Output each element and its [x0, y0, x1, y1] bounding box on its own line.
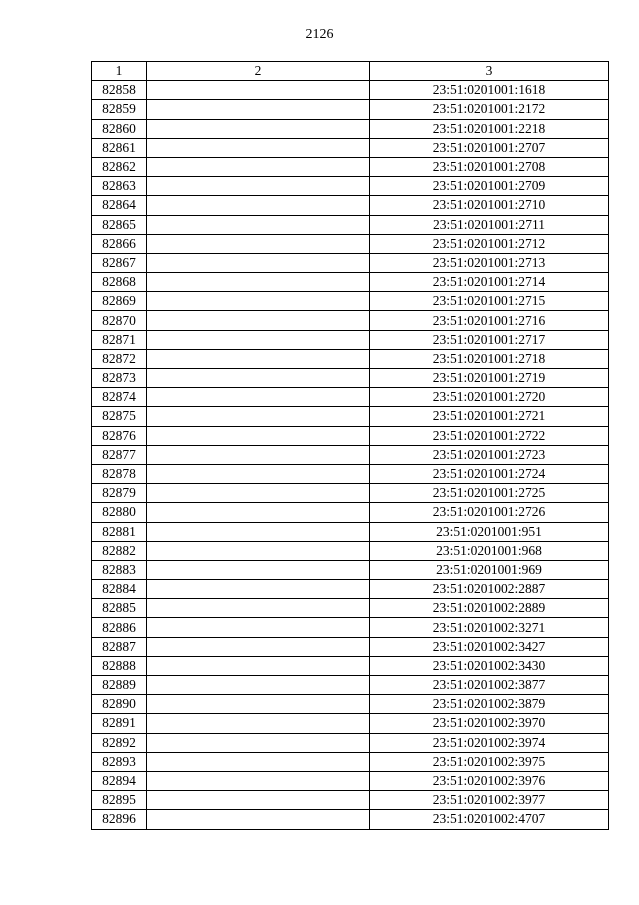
page-number: 2126 [305, 27, 334, 42]
row-blank-cell [147, 157, 370, 176]
row-blank-cell [147, 119, 370, 138]
table-row [92, 81, 609, 100]
row-blank-cell [147, 369, 370, 388]
table-row [92, 426, 609, 445]
cadastral-number-cell: 23:51:0201001:2707 [370, 138, 609, 157]
row-blank-cell [147, 695, 370, 714]
cadastral-number-cell: 23:51:0201001:968 [370, 541, 609, 560]
row-number-cell: 82881 [92, 522, 147, 541]
cadastral-number-cell: 23:51:0201001:951 [370, 522, 609, 541]
row-number-cell: 82872 [92, 349, 147, 368]
table-row [92, 714, 609, 733]
row-blank-cell [147, 407, 370, 426]
row-blank-cell [147, 714, 370, 733]
cadastral-number-cell: 23:51:0201002:3974 [370, 733, 609, 752]
row-blank-cell [147, 752, 370, 771]
table-header-row [92, 62, 609, 81]
table-row [92, 618, 609, 637]
table-row [92, 100, 609, 119]
table-row [92, 676, 609, 695]
row-blank-cell [147, 733, 370, 752]
cadastral-table [91, 61, 609, 830]
row-blank-cell [147, 445, 370, 464]
table-row [92, 484, 609, 503]
row-blank-cell [147, 618, 370, 637]
column-header-3: 3 [370, 62, 609, 81]
row-number-cell: 82860 [92, 119, 147, 138]
row-number-cell: 82885 [92, 599, 147, 618]
row-number-cell: 82888 [92, 656, 147, 675]
cadastral-number-cell: 23:51:0201001:2718 [370, 349, 609, 368]
row-number-cell: 82889 [92, 676, 147, 695]
row-blank-cell [147, 234, 370, 253]
row-number-cell: 82887 [92, 637, 147, 656]
row-blank-cell [147, 503, 370, 522]
cadastral-number-cell: 23:51:0201001:2713 [370, 253, 609, 272]
table-row [92, 349, 609, 368]
cadastral-number-cell: 23:51:0201001:2218 [370, 119, 609, 138]
row-blank-cell [147, 273, 370, 292]
row-number-cell: 82870 [92, 311, 147, 330]
table-row [92, 215, 609, 234]
row-number-cell: 82864 [92, 196, 147, 215]
row-number-cell: 82865 [92, 215, 147, 234]
table-row [92, 407, 609, 426]
table-row [92, 369, 609, 388]
row-number-cell: 82874 [92, 388, 147, 407]
table-row [92, 752, 609, 771]
table-row [92, 292, 609, 311]
cadastral-number-cell: 23:51:0201001:2719 [370, 369, 609, 388]
table-row [92, 503, 609, 522]
cadastral-number-cell: 23:51:0201002:3271 [370, 618, 609, 637]
cadastral-number-cell: 23:51:0201001:2708 [370, 157, 609, 176]
row-blank-cell [147, 292, 370, 311]
row-blank-cell [147, 580, 370, 599]
cadastral-number-cell: 23:51:0201001:2714 [370, 273, 609, 292]
column-header-1: 1 [92, 62, 147, 81]
table-row [92, 771, 609, 790]
row-number-cell: 82891 [92, 714, 147, 733]
cadastral-number-cell: 23:51:0201001:2716 [370, 311, 609, 330]
row-number-cell: 82892 [92, 733, 147, 752]
cadastral-number-cell: 23:51:0201001:2715 [370, 292, 609, 311]
row-number-cell: 82879 [92, 484, 147, 503]
table-body [92, 81, 609, 829]
row-number-cell: 82869 [92, 292, 147, 311]
row-number-cell: 82878 [92, 464, 147, 483]
cadastral-number-cell: 23:51:0201002:3970 [370, 714, 609, 733]
cadastral-number-cell: 23:51:0201001:2725 [370, 484, 609, 503]
table-row [92, 810, 609, 829]
row-blank-cell [147, 330, 370, 349]
table-row [92, 791, 609, 810]
row-number-cell: 82868 [92, 273, 147, 292]
row-number-cell: 82886 [92, 618, 147, 637]
cadastral-number-cell: 23:51:0201001:969 [370, 560, 609, 579]
row-blank-cell [147, 253, 370, 272]
cadastral-number-cell: 23:51:0201001:2721 [370, 407, 609, 426]
row-number-cell: 82893 [92, 752, 147, 771]
table-row [92, 330, 609, 349]
row-number-cell: 82873 [92, 369, 147, 388]
cadastral-number-cell: 23:51:0201001:2717 [370, 330, 609, 349]
row-blank-cell [147, 426, 370, 445]
row-blank-cell [147, 522, 370, 541]
table-row [92, 637, 609, 656]
cadastral-number-cell: 23:51:0201001:2172 [370, 100, 609, 119]
row-blank-cell [147, 349, 370, 368]
row-blank-cell [147, 771, 370, 790]
table-row [92, 464, 609, 483]
column-header-2: 2 [147, 62, 370, 81]
row-blank-cell [147, 196, 370, 215]
table-row [92, 177, 609, 196]
cadastral-number-cell: 23:51:0201001:2709 [370, 177, 609, 196]
table-row [92, 388, 609, 407]
table-row [92, 695, 609, 714]
table-row [92, 445, 609, 464]
row-blank-cell [147, 541, 370, 560]
row-blank-cell [147, 599, 370, 618]
row-blank-cell [147, 791, 370, 810]
table-row [92, 656, 609, 675]
table-row [92, 560, 609, 579]
cadastral-number-cell: 23:51:0201002:3975 [370, 752, 609, 771]
cadastral-number-cell: 23:51:0201001:2711 [370, 215, 609, 234]
row-blank-cell [147, 311, 370, 330]
cadastral-number-cell: 23:51:0201001:2722 [370, 426, 609, 445]
cadastral-number-cell: 23:51:0201001:2726 [370, 503, 609, 522]
table-row [92, 157, 609, 176]
row-blank-cell [147, 388, 370, 407]
cadastral-number-cell: 23:51:0201002:4707 [370, 810, 609, 829]
row-number-cell: 82876 [92, 426, 147, 445]
cadastral-number-cell: 23:51:0201001:2720 [370, 388, 609, 407]
cadastral-number-cell: 23:51:0201002:2889 [370, 599, 609, 618]
row-blank-cell [147, 560, 370, 579]
row-number-cell: 82859 [92, 100, 147, 119]
row-number-cell: 82890 [92, 695, 147, 714]
row-number-cell: 82862 [92, 157, 147, 176]
row-blank-cell [147, 637, 370, 656]
row-number-cell: 82895 [92, 791, 147, 810]
row-number-cell: 82863 [92, 177, 147, 196]
row-number-cell: 82867 [92, 253, 147, 272]
table-row [92, 273, 609, 292]
table-row [92, 196, 609, 215]
cadastral-number-cell: 23:51:0201001:1618 [370, 81, 609, 100]
cadastral-number-cell: 23:51:0201002:3879 [370, 695, 609, 714]
row-number-cell: 82861 [92, 138, 147, 157]
table-row [92, 541, 609, 560]
row-number-cell: 82884 [92, 580, 147, 599]
row-blank-cell [147, 215, 370, 234]
table-row [92, 522, 609, 541]
row-number-cell: 82880 [92, 503, 147, 522]
cadastral-number-cell: 23:51:0201001:2710 [370, 196, 609, 215]
row-number-cell: 82871 [92, 330, 147, 349]
row-blank-cell [147, 484, 370, 503]
cadastral-number-cell: 23:51:0201001:2723 [370, 445, 609, 464]
table-row [92, 138, 609, 157]
row-number-cell: 82877 [92, 445, 147, 464]
row-number-cell: 82894 [92, 771, 147, 790]
cadastral-number-cell: 23:51:0201002:3427 [370, 637, 609, 656]
table-row [92, 599, 609, 618]
table-row [92, 253, 609, 272]
cadastral-number-cell: 23:51:0201001:2724 [370, 464, 609, 483]
row-blank-cell [147, 656, 370, 675]
row-blank-cell [147, 100, 370, 119]
table-row [92, 119, 609, 138]
table-row [92, 733, 609, 752]
cadastral-number-cell: 23:51:0201002:3430 [370, 656, 609, 675]
cadastral-number-cell: 23:51:0201002:3976 [370, 771, 609, 790]
row-blank-cell [147, 810, 370, 829]
row-number-cell: 82866 [92, 234, 147, 253]
row-number-cell: 82882 [92, 541, 147, 560]
cadastral-number-cell: 23:51:0201001:2712 [370, 234, 609, 253]
row-number-cell: 82875 [92, 407, 147, 426]
cadastral-number-cell: 23:51:0201002:3877 [370, 676, 609, 695]
row-number-cell: 82883 [92, 560, 147, 579]
row-blank-cell [147, 81, 370, 100]
row-blank-cell [147, 676, 370, 695]
table-row [92, 234, 609, 253]
cadastral-number-cell: 23:51:0201002:2887 [370, 580, 609, 599]
row-blank-cell [147, 464, 370, 483]
table-row [92, 580, 609, 599]
row-number-cell: 82896 [92, 810, 147, 829]
row-blank-cell [147, 177, 370, 196]
row-blank-cell [147, 138, 370, 157]
cadastral-number-cell: 23:51:0201002:3977 [370, 791, 609, 810]
row-number-cell: 82858 [92, 81, 147, 100]
table-row [92, 311, 609, 330]
